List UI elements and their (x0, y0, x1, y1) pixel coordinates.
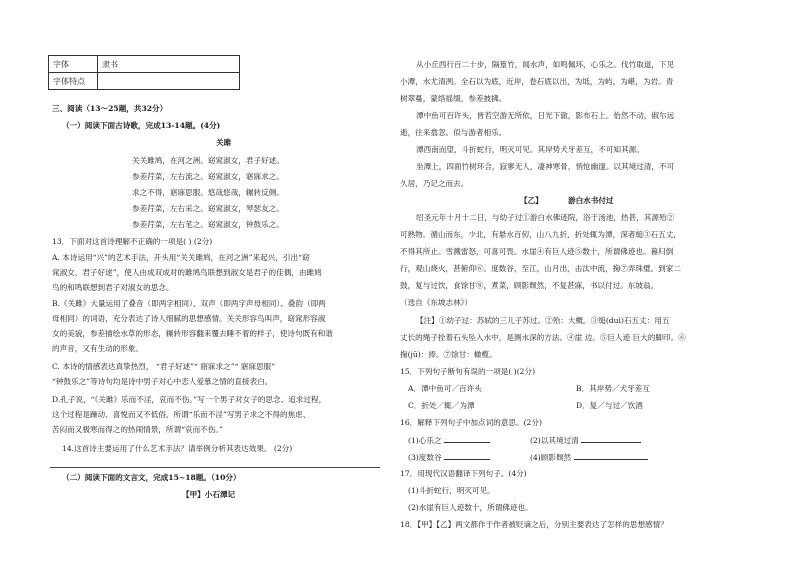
passage-line: 久居，乃记之而去。 (400, 179, 469, 188)
table-cell (98, 73, 240, 90)
option-b-line: 母相同）的词语，充分表达了诗人细腻的思想感情。关关形容鸟叫声，窈窕形容淑 (52, 314, 326, 323)
q16-text: (3)度数谷 (408, 453, 442, 462)
table-cell: 隶书 (98, 56, 240, 73)
question-16: 16．解释下列句子中加点词的意思。(2分) (400, 418, 542, 427)
option-b-line: 的声音，又有生动的形象。 (52, 344, 144, 353)
passage-line: 潭中鱼可百许头，皆若空游无所依，日光下澈，影布石上。佁然不动，俶尔远 (416, 111, 675, 120)
note-line: 【注】①幼子过：苏轼的三儿子苏过。②殆：大概。③缒(duì)石五丈：用五 (416, 316, 670, 325)
question-15: 15．下列句子断句有误的一项是( )(2分) (400, 367, 536, 376)
question-18: 18．【甲】【乙】两文都作于作者被贬谪之后，分别主要表达了怎样的思想感情？ (400, 520, 668, 529)
question-14: 14.这首诗主要运用了什么艺术手法？请举例分析其表达效果。 (2分) (62, 444, 293, 453)
poem-line: 求之不得，寤寐思服。悠哉悠哉，辗转反侧。 (132, 188, 284, 197)
passage-title: 游白水书付过 (568, 196, 614, 205)
option-a-line: 窕淑女，君子好逑”，使人由成双成对的雎鸠鸟联想到淑女是君子的佳偶，由雎鸠 (52, 268, 322, 277)
option-b-line: B.《关雎》大量运用了叠音（即两字相同）、双声（即两字声母相同）、叠韵（即两 (52, 299, 326, 308)
passage-line: 小潭，水尤清冽。全石以为底，近岸，卷石底以出，为坻，为屿，为嵁，为岩。青 (400, 77, 674, 86)
table-row (49, 56, 240, 73)
option-d: D．复／与过／饮酒 (576, 401, 643, 410)
poem-line: 参差荇菜，左右采之。窈窕淑女，琴瑟友之。 (132, 204, 284, 213)
note-line: 丈长的绳子拴着石头坠入水中，是测水深的方法。④崖 边。⑤巨人迹 巨大的脚印。⑥ (400, 333, 686, 342)
q16-item (530, 435, 641, 446)
answer-blank[interactable] (444, 435, 490, 443)
option-d-line: 苦闷而又极寒而得之的热闹情景，所谓“哀而不伤。” (52, 425, 224, 434)
part-heading: （一）阅读下面古诗歌，完成13-14题。(4分) (62, 121, 221, 130)
passage-tag: 【乙】 (520, 196, 543, 205)
option-a: A．潭中鱼可／百许头 (408, 384, 482, 393)
poem-title: 关雎 (216, 138, 232, 147)
passage-line: 坐潭上，四面竹树环合，寂寥无人，凄神寒骨，悄怆幽邃。以其境过清，不可 (416, 162, 675, 171)
answer-blank[interactable] (444, 452, 490, 460)
poem-line: 关关雎鸠，在河之洲。窈窕淑女，君子好逑。 (132, 156, 284, 165)
font-table (48, 55, 240, 90)
passage-line: 逝，往来翕忽。似与游者相乐。 (400, 128, 507, 137)
passage-source: （选自《东坡志林》） (400, 298, 473, 307)
answer-blank[interactable] (574, 452, 648, 460)
passage-line: 从小丘西行百二十步，隔篁竹，闻水声，如鸣佩环，心乐之。伐竹取道，下见 (416, 60, 675, 69)
answer-line (50, 467, 380, 468)
poem-line: 参差荇菜，左右芼之。窈窕淑女，钟鼓乐之。 (132, 220, 284, 229)
option-b-line: 女的美貌，参差描绘水草的形态，辗转形容翻来覆去睡不着的样子，使诗句既有和谐 (52, 329, 333, 338)
table-cell: 字体特点 (49, 73, 98, 90)
section-heading: 三、阅读（13～25题，共32分） (52, 104, 168, 113)
part-heading: （二）阅读下面的文言文，完成15~18题。（10分） (62, 473, 241, 482)
table-row (49, 73, 240, 90)
option-a-line: A. 本诗运用“兴”的艺术手法，开头用“关关雎鸠，在河之洲”来起兴，引出“窈 (52, 253, 310, 262)
question-13: 13．下面对这首诗理解不正确的一项是( ) (2分) (52, 237, 213, 246)
passage-line: 鼓，复与过饮，食馀甘⑧，煮菜，顾影颓然，不复甚寐，书以付过。东坡翁。 (400, 281, 659, 290)
passage-title: 【甲】小石潭记 (182, 490, 236, 499)
q16-text: (1)心乐之 (408, 436, 442, 445)
passage-line: 不得其所止。雪溅雷怒，可喜可畏。水崖④有巨人迹⑤数十，所谓佛迹也。暮归倒 (400, 247, 674, 256)
q16-text: (4)顾影颓然 (530, 453, 572, 462)
option-d-line: D.孔子说，“《关雎》乐而不淫，哀而不伤。”写一个男子对女子的思念、追求过程， (52, 395, 327, 404)
option-c: C．折处／辄／为潭 (408, 401, 475, 410)
q16-text: (2)以其境过清 (530, 436, 579, 445)
table-cell: 字体 (49, 56, 98, 73)
passage-line: 绍圣元年十月十二日，与幼子过①游白水佛迹院，浴于汤池，热甚，其源殆② (416, 213, 675, 222)
note-line: 掬(jū)：捧。⑦馀甘：橄榄。 (400, 350, 497, 359)
q17-item: (1)斗折蛇行，明灭可见。 (408, 486, 495, 495)
q16-item (408, 452, 490, 463)
passage-line: 树翠蔓，蒙络摇缀，参差披拂。 (400, 94, 507, 103)
q17-item: (2)水崖有巨人迹数十，所谓佛迹也。 (408, 503, 533, 512)
option-a-line: 鸟的和鸣联想到君子对淑女的思念。 (52, 283, 174, 292)
passage-line: 行，观山烧火，甚俯仰⑥。度数谷，至江，山月出，击汰中流，掬⑦弄珠璧。到家二 (400, 264, 681, 273)
passage-line: 可熟物。循山而东，少北，有悬水百仞，山八九折，折处辄为潭，深者缒③石五丈， (400, 230, 681, 239)
option-b: B．其岸势／犬牙差互 (576, 384, 650, 393)
option-c-line: “钟鼓乐之”等诗句均是诗中男子对心中恋人爱慕之情的直接表白。 (52, 377, 273, 386)
question-17: 17．用现代汉语翻译下列句子。(4分) (400, 469, 527, 478)
q16-item (530, 452, 648, 463)
q16-item (408, 435, 490, 446)
answer-blank[interactable] (581, 435, 641, 443)
poem-line: 参差荇菜，左右流之。窈窕淑女，寤寐求之。 (132, 172, 284, 181)
option-c-line: C. 本诗的情感表达真挚热烈， “君子好逑”“ 寤寐求之”“ 寤寐思服” (52, 362, 276, 371)
option-d-line: 这个过程是躁动、喜悦而又不低俗，所谓“乐而不淫”写男子求之不得的焦虑、 (52, 410, 311, 419)
passage-line: 潭西南而望，斗折蛇行，明灭可见。其岸势犬牙差互，不可知其源。 (416, 145, 644, 154)
